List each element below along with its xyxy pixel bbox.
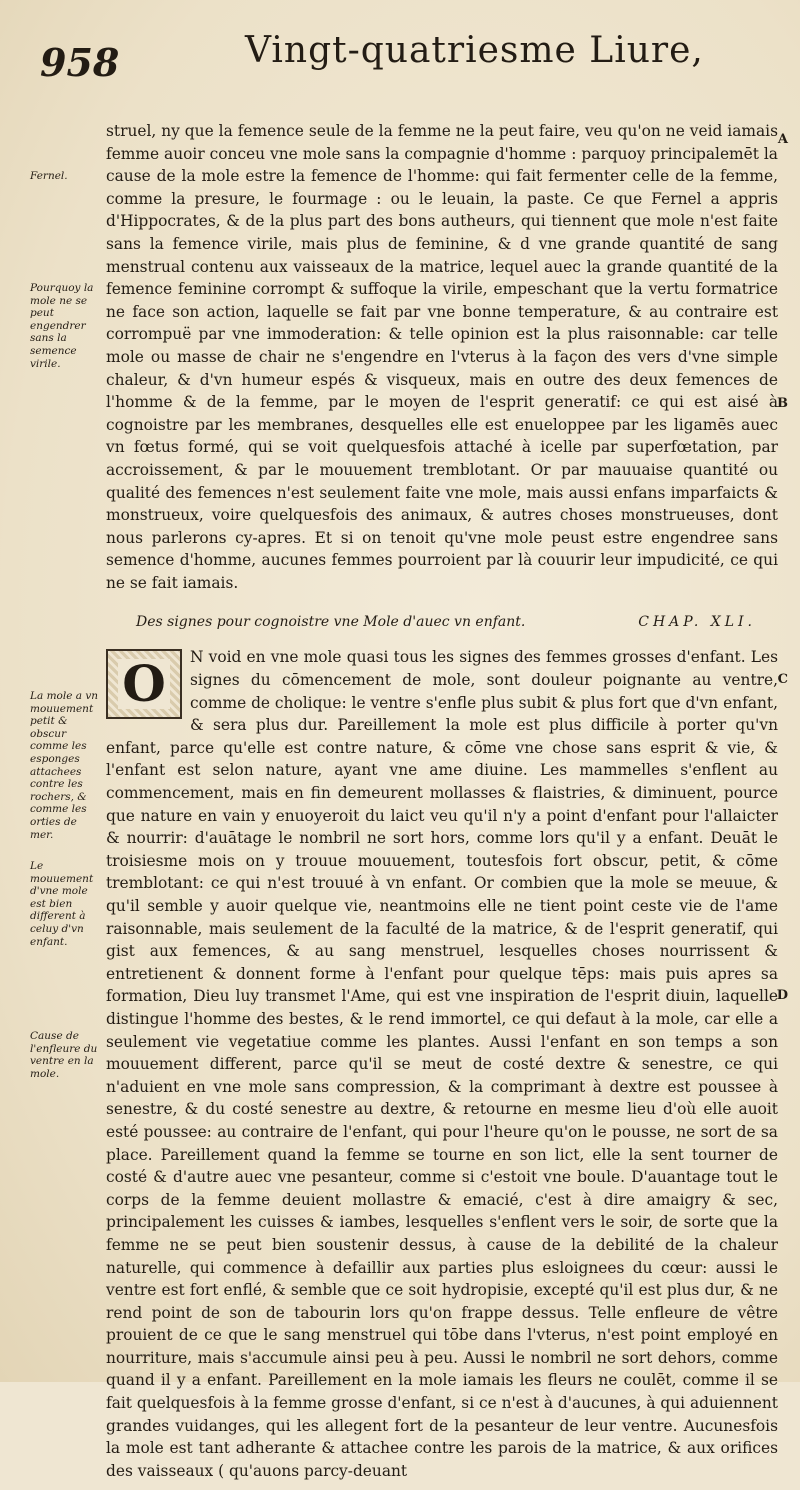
main-text [106, 120, 778, 1490]
margin-note: Fernel. [30, 170, 68, 182]
line-letter: A [777, 132, 788, 147]
paragraph: N void en vne mole quasi tous les signes des femmes grosses d'enfant. Les signes du cōmencement de mole, sont douleur poignante au ventre, comme de cholique: le ventre s'enfle plus subit & plus fort que d'vn enfant, & sera plus dur. Pareillement la mole est plus difficile à porter qu'vn enfant, parce qu'elle est contre nature, & cōme vne chose sans esprit & vie, & l'enfant est selon nature, ayant vne ame diuine. Les mammelles s'enflent au commencement, mais en fin demeurent mollasses & flaistries, & diminuent, pource que nature en vain y enuoyeroit du laict veu qu'il n'y a point d'enfant pour l'allaicter & nourrir: d'auātage le nombril ne sort hors, comme lors qu'il y a enfant. Deuāt le troisiesme mois on y trouue mouuement, toutesfois fort obscur, petit, & cōme tremblotant: ce qui n'est trouué à vn enfant. Or combien que la mole se meuue, & qu'il semble y auoir quelque vie, neantmoins elle ne tient point ceste vie de l'ame raisonnable, mais seulement de la faculté de la matrice, & de l'esprit generatif, qui gist aux femences, & au sang menstruel, lesquelles choses nourrissent & entretienent & donnent forme à l'enfant pour quelque tēps: mais puis apres sa formation, Dieu luy transmet l'Ame, qui est vne inspiration de l'esprit diuin, laquelle distingue l'homme des bestes, & le rend immortel, ce qui defaut à la mole, car elle a seulement vie vegetatiue comme les plantes. Aussi l'enfant en son temps a son mouuement different, parce qu'il se meut de costé dextre & senestre, ce qui n'aduient en vne mole sans compression, & la comprimant à dextre est poussee à senestre, & du costé senestre au dextre, & retourne en mesme lieu d'où elle auoit esté poussee: au contraire de l'enfant, qui pour l'heure qu'on le pousse, ne sort de sa place. Pareillement quand la femme se tourne en son lict, elle la sent tourner de costé & d'autre auec vne pesanteur, comme si c'estoit vne boule. D'auantage tout le corps de la femme deuient mollastre & emacié, c'est à dire amaigry & sec, principalement les cuisses & iambes, lesquelles s'enflent vers le soir, de sorte que la femme ne se peut bien soustenir dessus, à cause de la debilité de la chaleur naturelle, qui commence à defaillir aux parties plus esloignees du cœur: aussi le ventre est fort enflé, & semble que ce soit hydropisie, excepté qu'il est plus dur, & ne rend point de son de tabourin lors qu'on frappe dessus. Telle enfleure de vêtre prouient de ce que le sang menstruel qui tōbe dans l'vterus, n'est point employé en nourriture, mais s'accumule ainsi peu à peu. Aussi le nombril ne sort dehors, comme quand il y a enfant. Pareillement en la mole iamais les fleurs ne coulēt, comme il se fait quelquesfois à la femme grosse d'enfant, si ce n'est à d'aucunes, à qui aduiennent grandes vuidanges, qui les allegent fort de la pesanteur de leur ventre. Aucunesfois la mole est tant adherante & attachee contre les parois de la matrice, & aux orifices des vaisseaux ( qu'auons parcy-deuant [106, 648, 778, 1480]
line-letter: C [777, 672, 788, 687]
page-number: 958 [40, 40, 120, 85]
margin-note: La mole a vn mouuement petit & obscur comme les esponges attachees contre les rochers, & comme les orties de mer. [30, 690, 99, 841]
paragraph: struel, ny que la femence seule de la femme ne la peut faire, veu qu'on ne veid iamais femme auoir conceu vne mole sans la compagnie d'homme : parquoy principalemēt la cause de la mole estre la femence de l'homme: qui fait fermenter celle de la femme, comme la presure, le fourmage : ou le leuain, la paste. Ce que Fernel a appris d'Hippocrates, & de la plus part des bons autheurs, qui tiennent que mole n'est faite sans la femence virile, mais plus de feminine, & d vne grande quantité de sang menstrual contenu aux vaisseaux de la matrice, lequel auec la grande quantité de la femence feminine corrompt & suffoque la virile, empeschant que la vertu formatrice ne face son action, laquelle se fait par vne bonne temperature, & au contraire est corrompuë par vne immoderation: & telle opinion est la plus raisonnable: car telle mole ou masse de chair ne s'engendre en l'vterus à la façon des vers d'vne simple chaleur, & d'vn humeur espés & visqueux, mais en outre des deux femences de l'homme & de la femme, par le moyen de l'esprit generatif: ce qui est aisé à cognoistre par les membranes, desquelles elle est enueloppee par les ligamēs auec vn fœtus formé, qui se voit quelquesfois attaché à icelle par superfœtation, par accroissement, & par le mouuement tremblotant. Or par mauuaise quantité ou qualité des femences n'est seulement faite vne mole, mais aussi enfans imparfaicts & monstrueux, voire quelquesfois des animaux, & autres choses monstrueuses, dont nous parlerons cy-apres. Et si on tenoit qu'vne mole peust estre engendree sans semence d'homme, aucunes femmes pourroient par là couurir leur impudicité, ce qui ne se fait iamais. [106, 122, 778, 592]
running-head: Vingt-quatriesme Liure, [245, 30, 704, 71]
decorated-initial [106, 649, 182, 719]
margin-note: Cause de l'enfleure du ventre en la mole. [30, 1030, 98, 1080]
chapter-title: Des signes pour cognoistre vne Mole d'auec vn enfant. [136, 614, 526, 631]
line-letter: D [776, 988, 788, 1003]
initial-letter: O [118, 659, 170, 709]
margin-note: Pourquoy la mole ne se peut engendrer sans la semence virile. [30, 282, 94, 370]
line-letter: B [777, 396, 788, 411]
margin-note: Le mouuement d'vne mole est bien different à celuy d'vn enfant. [30, 860, 94, 948]
chapter-heading [136, 614, 756, 630]
chapter-number: CHAP. XLI. [638, 614, 756, 631]
